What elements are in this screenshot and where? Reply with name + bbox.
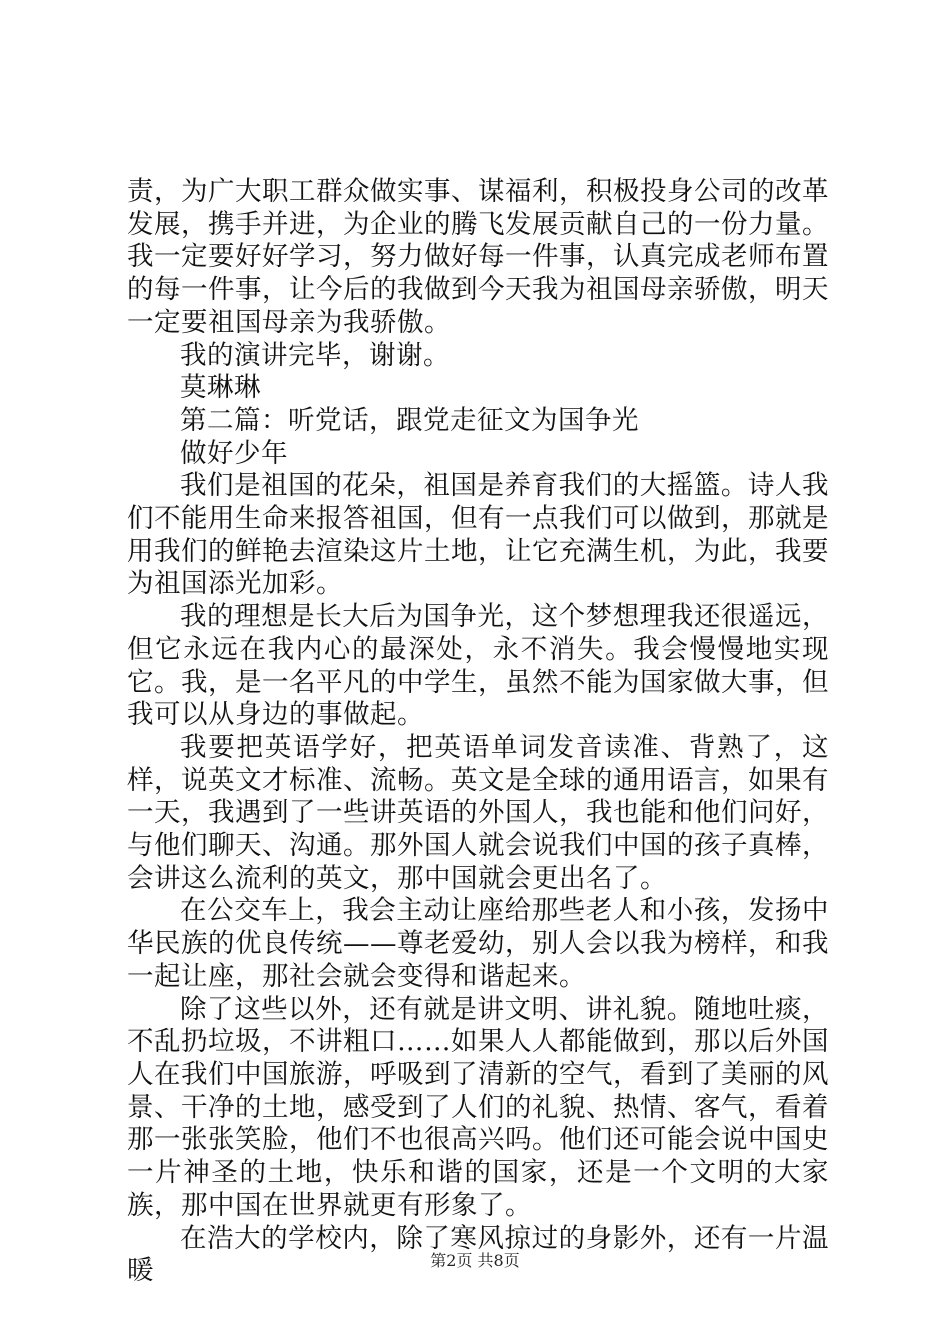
section-heading: 第二篇：听党话，跟党走征文为国争光	[180, 404, 639, 436]
document-body	[127, 176, 829, 1288]
paragraph-closing: 我的演讲完毕，谢谢。	[180, 339, 450, 371]
paragraph-continuation: 责，为广大职工群众做实事、谋福利，积极投身公司的改革发展，携手并进，为企业的腾飞发展贡献自己的一份力量。我一定要好好学习，努力做好每一件事，认真完成老师布置的每一件事，让今后的我做到今天我为祖国母亲骄傲，明天一定要祖国母亲为我骄傲。	[127, 176, 829, 338]
paragraph: 在公交车上，我会主动让座给那些老人和小孩，发扬中华民族的优良传统——尊老爱幼，别人会以我为榜样，和我一起让座，那社会就会变得和谐起来。	[127, 895, 829, 992]
paragraph: 我们是祖国的花朵，祖国是养育我们的大摇篮。诗人我们不能用生命来报答祖国，但有一点我们可以做到，那就是用我们的鲜艳去渲染这片土地，让它充满生机，为此，我要为祖国添光加彩。	[127, 470, 829, 600]
author-name: 莫琳琳	[180, 372, 261, 404]
paragraph: 除了这些以外，还有就是讲文明、讲礼貌。随地吐痰，不乱扔垃圾，不讲粗口……如果人人都能做到，那以后外国人在我们中国旅游，呼吸到了清新的空气，看到了美丽的风景、干净的土地，感受到了人们的礼貌、热情、客气，看着那一张张笑脸，他们不也很高兴吗。他们还可能会说中国史一片神圣的土地，快乐和谐的国家，还是一个文明的大家族，那中国在世界就更有形象了。	[127, 993, 829, 1221]
paragraph: 在浩大的学校内，除了寒风掠过的身影外，还有一片温暖	[127, 1222, 829, 1287]
paragraph: 我要把英语学好，把英语单词发音读准、背熟了，这样，说英文才标准、流畅。英文是全球的通用语言，如果有一天，我遇到了一些讲英语的外国人，我也能和他们问好，与他们聊天、沟通。那外国人就会说我们中国的孩子真棒，会讲这么流利的英文，那中国就会更出名了。	[127, 731, 829, 894]
page-number-footer: 第2页 共8页	[430, 1251, 520, 1270]
paragraph: 我的理想是长大后为国争光，这个梦想理我还很遥远，但它永远在我内心的最深处，永不消失。我会慢慢地实现它。我，是一名平凡的中学生，虽然不能为国家做大事，但我可以从身边的事做起。	[127, 601, 829, 731]
section-subheading: 做好少年	[180, 437, 288, 469]
